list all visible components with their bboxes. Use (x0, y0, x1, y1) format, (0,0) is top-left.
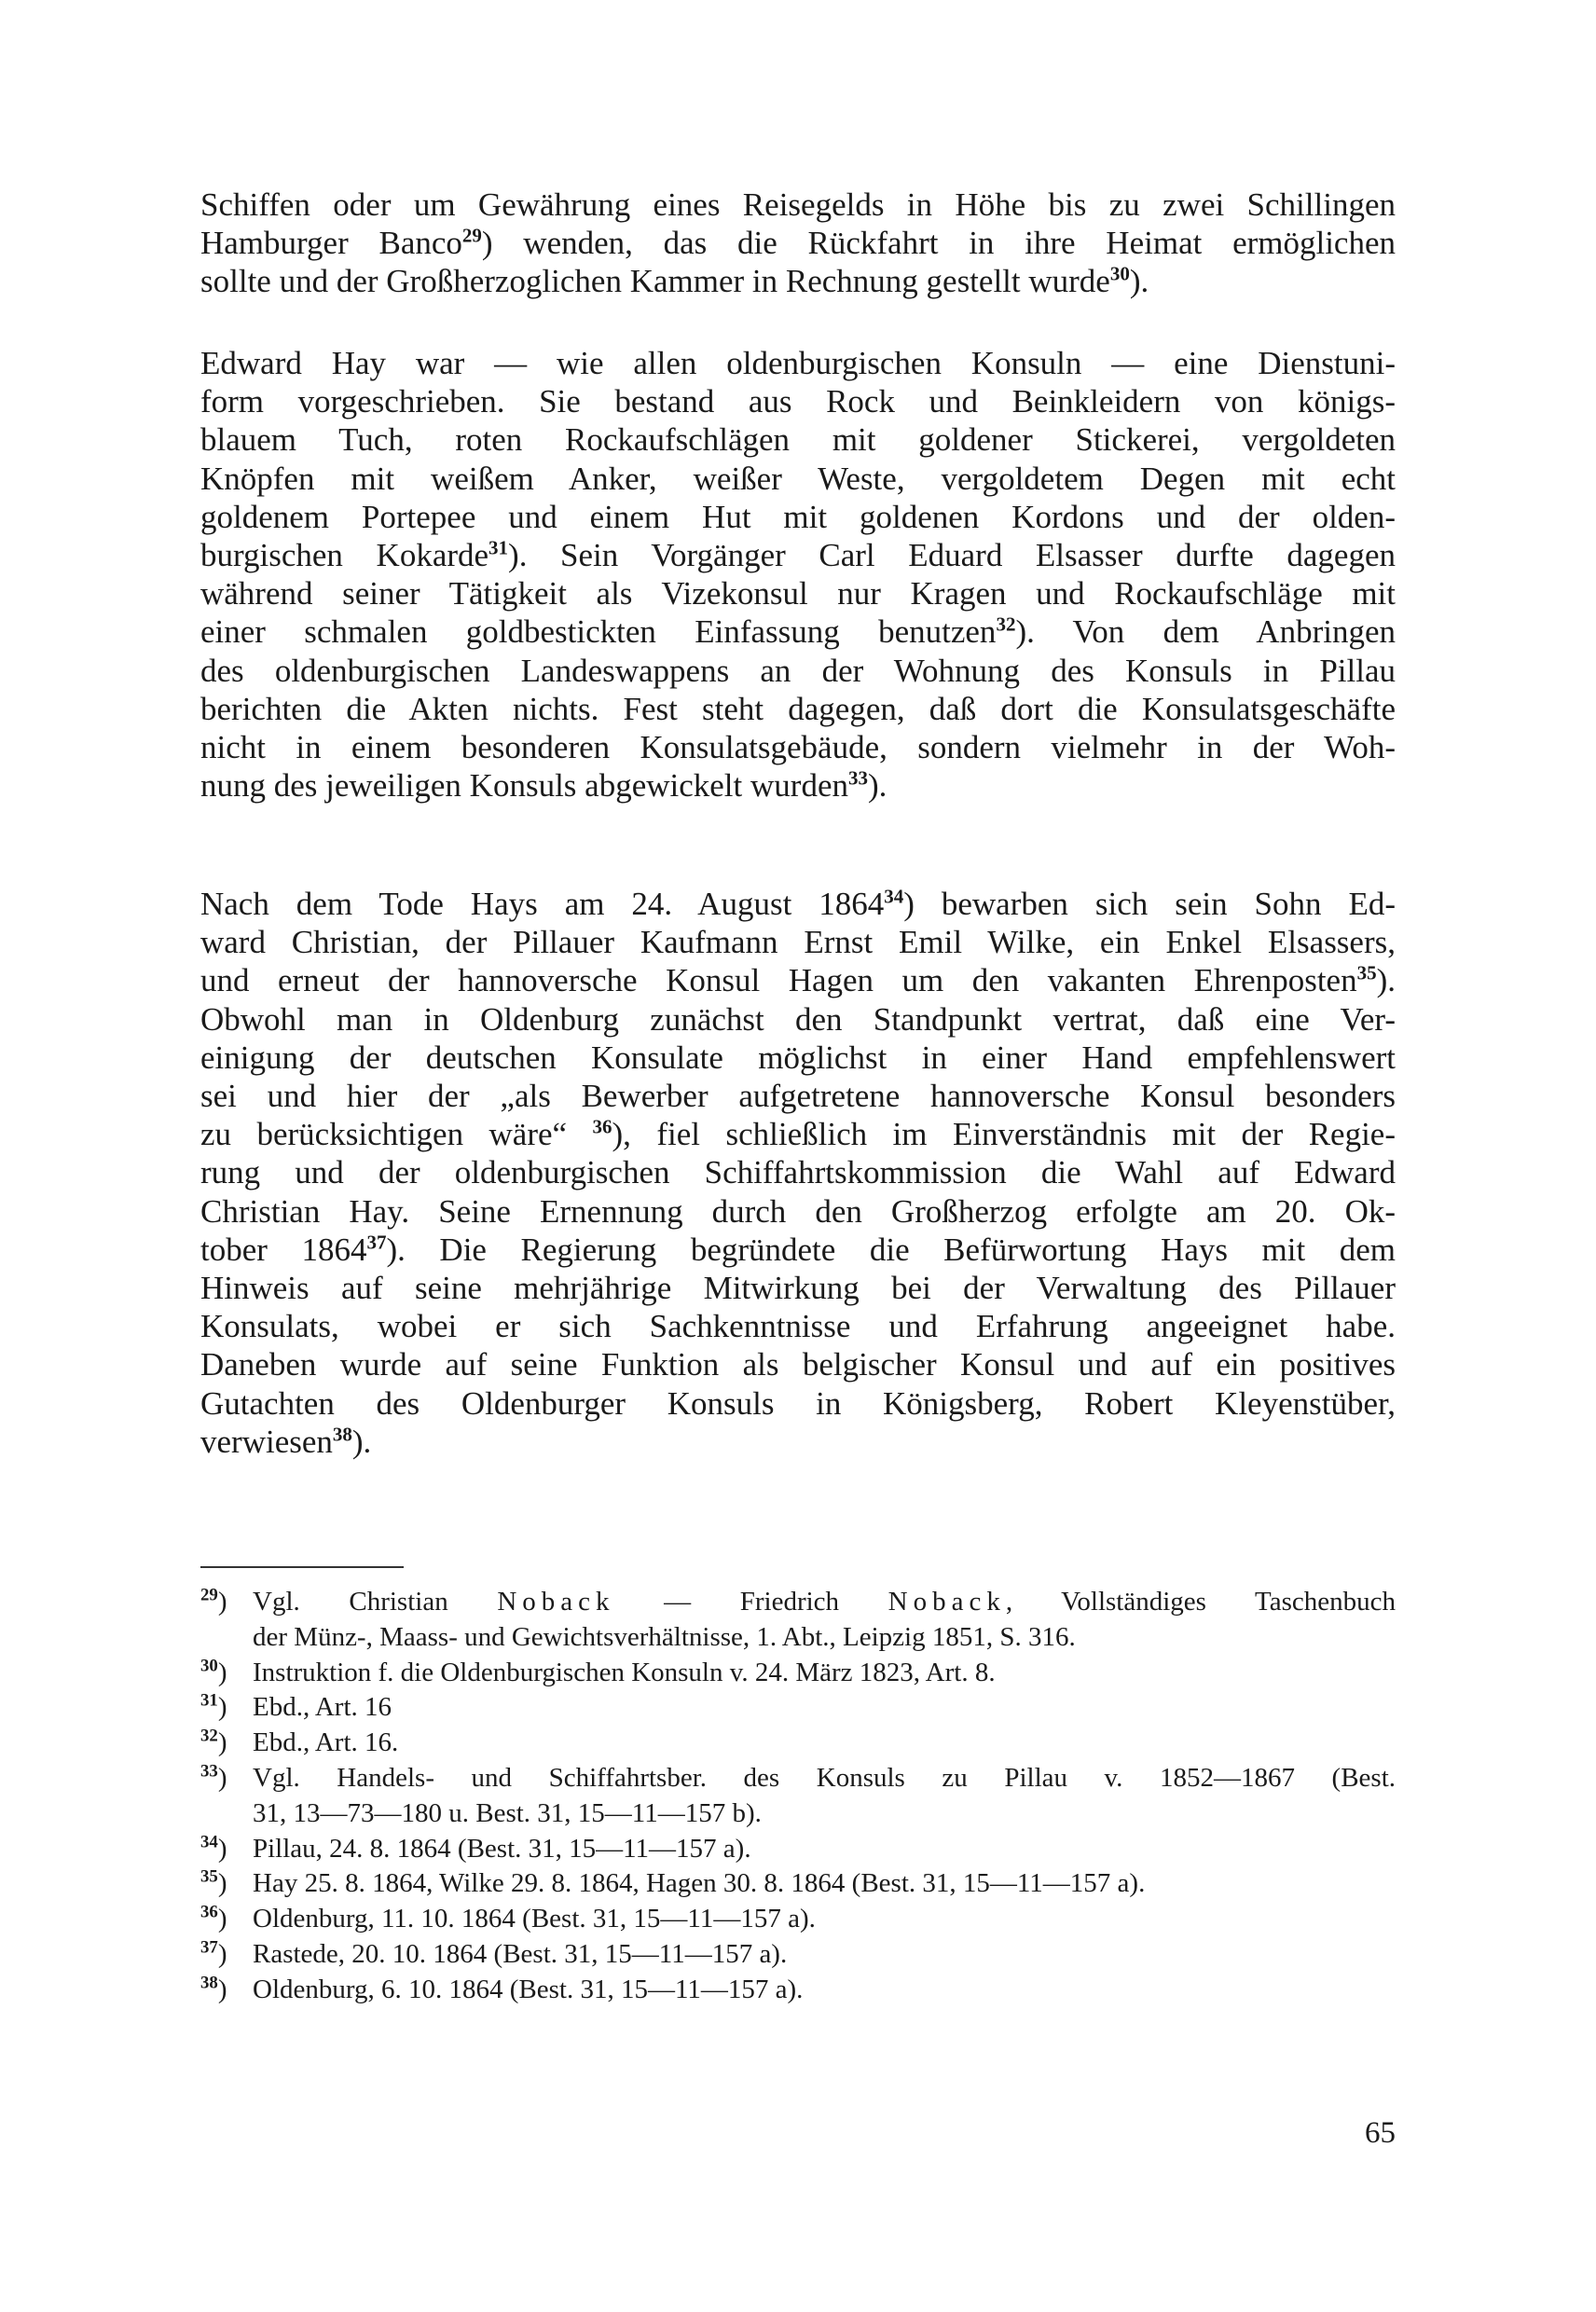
text-line: sei und hier der „als Bewerber aufgetretene hannoversche Konsul besonders (200, 1078, 1396, 1115)
text-line: verwiesen$^{38}$). (200, 1423, 372, 1460)
text-line: Nach dem Tode Hays am 24. August 1864$^{34}$) bewarben sich sein Sohn Ed- (200, 885, 1396, 922)
text-line: Daneben wurde auf seine Funktion als belgischer Konsul und auf ein positives (200, 1346, 1396, 1383)
footnote-text: Vgl. Christian Noback — Friedrich Noback, Vollständiges Taschenbuch der Münz-, Maass- und Gewichtsverhältnisse, 1. Abt., Leipzig 1851, S. 316. (253, 1587, 1396, 1652)
footnote-ref: 33 (847, 766, 868, 790)
text-line: tober 1864$^{37}$). Die Regierung begründete die Befürwortung Hays mit dem (200, 1231, 1396, 1268)
footnote-text: Oldenburg, 11. 10. 1864 (Best. 31, 15—11—157 a). (253, 1904, 816, 1934)
footnote-item (200, 1585, 1396, 1656)
text-line: form vorgeschrieben. Sie bestand aus Rock und Beinkleidern von königs- (200, 383, 1396, 420)
text-line: Schiffen oder um Gewährung eines Reisegelds in Höhe bis zu zwei Schillingen (200, 186, 1396, 223)
footnote-ref: 32 (996, 612, 1016, 636)
footnote-ref: 36 (592, 1115, 612, 1138)
footnote-number: $^{35}$) (200, 1866, 227, 1899)
text-line: Obwohl man in Oldenburg zunächst den Standpunkt vertrat, daß eine Ver- (200, 1000, 1396, 1038)
footnote-text: Rastede, 20. 10. 1864 (Best. 31, 15—11—157 a). (253, 1938, 788, 1969)
text-line: Konsulats, wobei er sich Sachkenntnisse und Erfahrung angeeignet habe. (200, 1308, 1396, 1345)
footnote-ref: 30 (1109, 262, 1130, 285)
footnote-number: $^{38}$) (200, 1973, 227, 2004)
text-line: Edward Hay war — wie allen oldenburgischen Konsuln — eine Dienstuni- (200, 345, 1396, 381)
text-line: und erneut der hannoversche Konsul Hagen um den vakanten Ehrenposten$^{35}$). (200, 961, 1396, 999)
footnote-ref: 34 (884, 885, 904, 908)
footnote-number: $^{32}$) (200, 1726, 227, 1758)
footnote-item (200, 1902, 1396, 1937)
footnote-text: Oldenburg, 6. 10. 1864 (Best. 31, 15—11—157 a). (253, 1974, 804, 2004)
footnote-separator (200, 1566, 404, 1568)
footnotes-list (200, 1585, 1396, 2008)
footnote-ref: 29 (461, 224, 482, 247)
page-number: 65 (1365, 2116, 1396, 2150)
footnote-number: $^{37}$) (200, 1937, 227, 1969)
footnote-item (200, 1726, 1396, 1761)
body-paragraph-1 (200, 186, 1396, 301)
text-line: einigung der deutschen Konsulate möglichst in einer Hand empfehlenswert (200, 1039, 1396, 1076)
footnote-number: $^{33}$) (200, 1761, 227, 1793)
footnote-text: Vgl. Handels- und Schiffahrtsber. des Konsuls zu Pillau v. 1852—1867 (Best. 31, 13—73—180 u. Best. 31, 15—11—157 b). (253, 1762, 1396, 1828)
footnote-number: $^{36}$) (200, 1902, 227, 1934)
text-line: zu berücksichtigen wäre“ $^{36}$), fiel schließlich im Einverständnis mit der Regie- (200, 1115, 1396, 1153)
footnote-text: Pillau, 24. 8. 1864 (Best. 31, 15—11—157 a). (253, 1833, 751, 1864)
footnote-item (200, 1973, 1396, 2008)
body-paragraph-2 (200, 344, 1396, 805)
footnote-ref: 35 (1356, 961, 1377, 984)
footnote-item (200, 1690, 1396, 1726)
footnote-text: Ebd., Art. 16 (253, 1692, 392, 1723)
text-line: sollte und der Großherzoglichen Kammer in Rechnung gestellt wurde$^{30}$). (200, 262, 1149, 300)
text-line: nicht in einem besonderen Konsulatsgebäude, sondern vielmehr in der Woh- (200, 729, 1396, 766)
text-line: Gutachten des Oldenburger Konsuls in Königsberg, Robert Kleyenstüber, (200, 1384, 1396, 1422)
body-paragraph-3 (200, 885, 1396, 1461)
text-line: berichten die Akten nichts. Fest steht dagegen, daß dort die Konsulatsgeschäfte (200, 690, 1396, 727)
text-line: goldenem Portepee und einem Hut mit goldenen Kordons und der olden- (200, 498, 1396, 535)
footnote-number: $^{29}$) (200, 1585, 227, 1617)
footnote-item (200, 1866, 1396, 1902)
footnote-number: $^{31}$) (200, 1690, 227, 1723)
footnote-item (200, 1761, 1396, 1832)
footnote-text: Instruktion f. die Oldenburgischen Konsuln v. 24. März 1823, Art. 8. (253, 1657, 996, 1687)
footnote-ref: 37 (366, 1231, 387, 1254)
footnote-item (200, 1656, 1396, 1691)
footnote-ref: 38 (332, 1423, 352, 1446)
text-line: Hamburger Banco$^{29}$) wenden, das die Rückfahrt in ihre Heimat ermöglichen (200, 224, 1396, 262)
footnote-number: $^{30}$) (200, 1655, 227, 1687)
footnote-text: Ebd., Art. 16. (253, 1727, 399, 1758)
text-line: des oldenburgischen Landeswappens an der Wohnung des Konsuls in Pillau (200, 652, 1396, 689)
text-line: blauem Tuch, roten Rockaufschlägen mit goldener Stickerei, vergoldeten (200, 421, 1396, 459)
footnote-item (200, 1937, 1396, 1973)
text-line: einer schmalen goldbestickten Einfassung benutzen$^{32}$). Von dem Anbringen (200, 612, 1396, 651)
text-line: Hinweis auf seine mehrjährige Mitwirkung bei der Verwaltung des Pillauer (200, 1270, 1396, 1307)
text-line: nung des jeweiligen Konsuls abgewickelt wurden$^{33}$). (200, 766, 887, 805)
text-line: während seiner Tätigkeit als Vizekonsul nur Kragen und Rockaufschläge mit (200, 575, 1396, 612)
text-line: Knöpfen mit weißem Anker, weißer Weste, vergoldetem Degen mit echt (200, 460, 1396, 497)
text-line: ward Christian, der Pillauer Kaufmann Ernst Emil Wilke, ein Enkel Elsassers, (200, 924, 1396, 961)
text-line: burgischen Kokarde$^{31}$). Sein Vorgänger Carl Eduard Elsasser durfte dagegen (200, 536, 1396, 574)
footnote-item (200, 1832, 1396, 1867)
text-line: rung und der oldenburgischen Schiffahrtskommission die Wahl auf Edward (200, 1154, 1396, 1191)
footnote-number: $^{34}$) (200, 1831, 227, 1864)
footnote-ref: 31 (488, 536, 509, 559)
text-line: Christian Hay. Seine Ernennung durch den Großherzog erfolgte am 20. Ok- (200, 1192, 1396, 1230)
footnote-text: Hay 25. 8. 1864, Wilke 29. 8. 1864, Hagen 30. 8. 1864 (Best. 31, 15—11—157 a). (253, 1868, 1146, 1899)
